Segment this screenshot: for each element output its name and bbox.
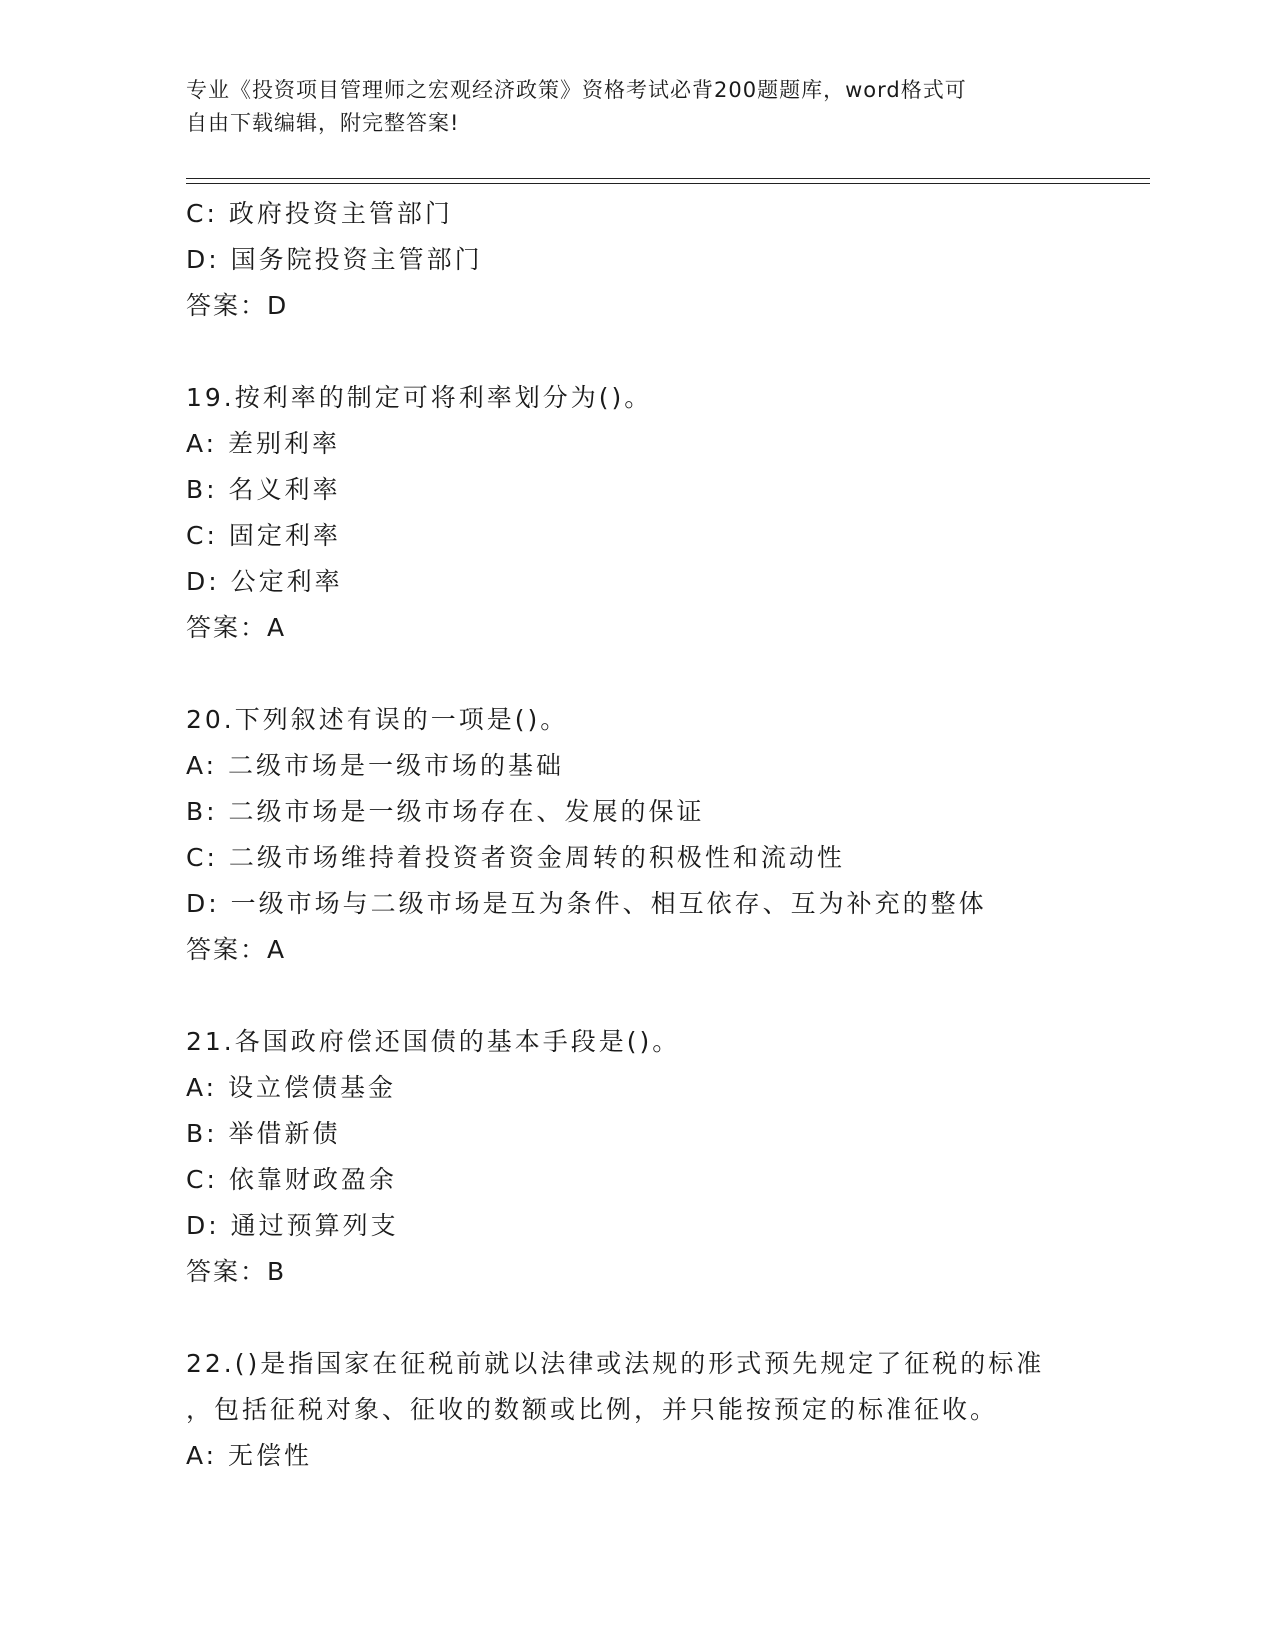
option-c: C: 固定利率 <box>186 521 341 550</box>
answer: 答案：A <box>186 613 287 642</box>
question-19 <box>186 375 1106 651</box>
option-a: A: 设立偿债基金 <box>186 1073 397 1102</box>
question-stem-line-2: ，包括征税对象、征收的数额或比例，并只能按预定的标准征收。 <box>186 1395 999 1424</box>
answer: 答案：D <box>186 291 289 320</box>
answer: 答案：B <box>186 1257 287 1286</box>
spacer <box>186 973 1106 1019</box>
question-stem: 19.按利率的制定可将利率划分为()。 <box>186 383 653 412</box>
header-line-2: 自由下载编辑，附完整答案! <box>186 111 460 135</box>
spacer <box>186 1295 1106 1341</box>
option-d: D: 一级市场与二级市场是互为条件、相互依存、互为补充的整体 <box>186 889 987 918</box>
option-c: C: 政府投资主管部门 <box>186 199 453 228</box>
option-a: A: 差别利率 <box>186 429 341 458</box>
question-21 <box>186 1019 1106 1295</box>
question-stem: 20.下列叙述有误的一项是()。 <box>186 705 569 734</box>
option-b: B: 名义利率 <box>186 475 341 504</box>
option-b: B: 二级市场是一级市场存在、发展的保证 <box>186 797 705 826</box>
question-22 <box>186 1341 1106 1479</box>
answer: 答案：A <box>186 935 287 964</box>
header-line-1: 专业《投资项目管理师之宏观经济政策》资格考试必背200题题库，word格式可 <box>186 78 967 102</box>
option-a: A: 无偿性 <box>186 1441 313 1470</box>
option-d: D: 国务院投资主管部门 <box>186 245 483 274</box>
question-20 <box>186 697 1106 973</box>
document-header <box>186 74 1066 140</box>
question-stem: 21.各国政府偿还国债的基本手段是()。 <box>186 1027 681 1056</box>
header-rule-top <box>186 178 1150 179</box>
option-b: B: 举借新债 <box>186 1119 341 1148</box>
option-d: D: 通过预算列支 <box>186 1211 399 1240</box>
option-a: A: 二级市场是一级市场的基础 <box>186 751 565 780</box>
option-c: C: 二级市场维持着投资者资金周转的积极性和流动性 <box>186 843 845 872</box>
option-c: C: 依靠财政盈余 <box>186 1165 397 1194</box>
question-list <box>186 191 1106 1479</box>
spacer <box>186 329 1106 375</box>
option-d: D: 公定利率 <box>186 567 343 596</box>
question-18-continued <box>186 191 1106 329</box>
header-rule-bottom <box>186 183 1150 184</box>
spacer <box>186 651 1106 697</box>
question-stem-line-1: 22.()是指国家在征税前就以法律或法规的形式预先规定了征税的标准 <box>186 1349 1045 1378</box>
